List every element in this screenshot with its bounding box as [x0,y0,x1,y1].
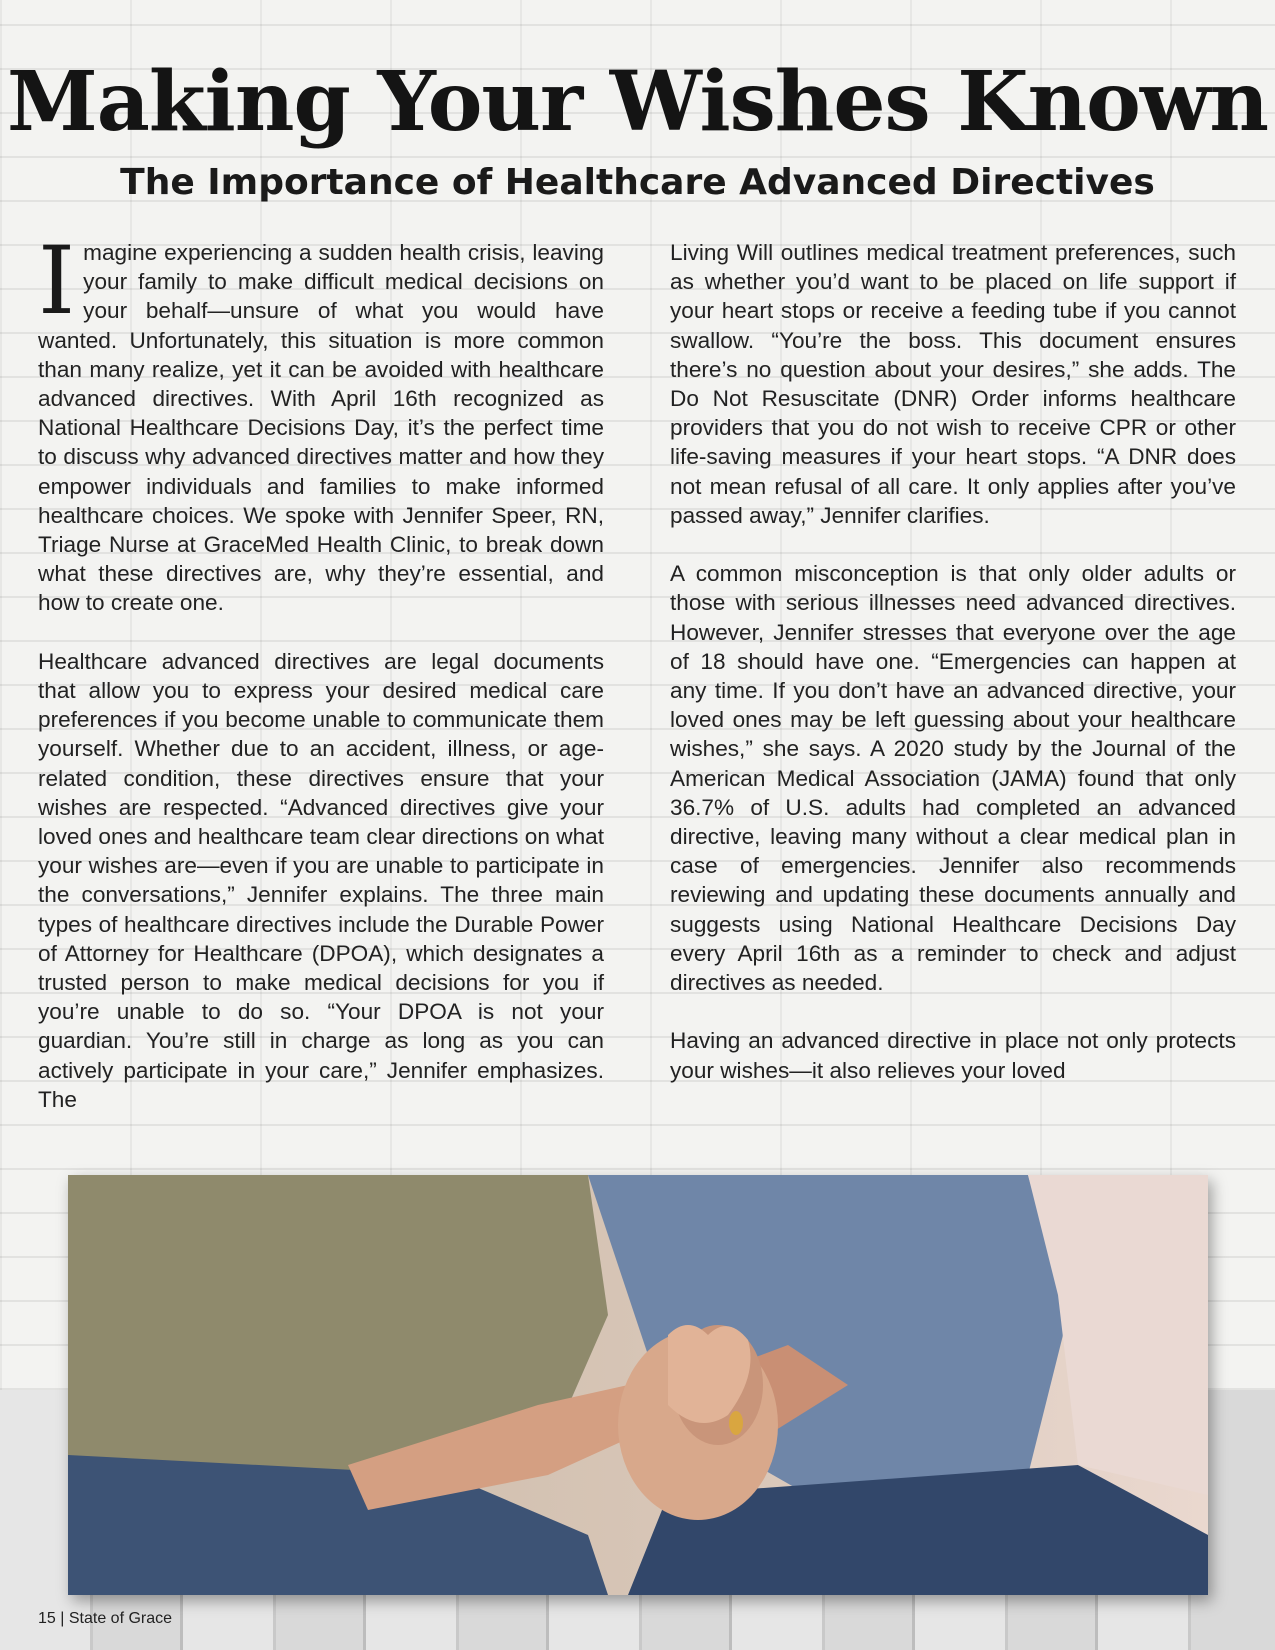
left-column [38,227,604,1143]
photo-illustration [68,1175,1208,1595]
right-column [670,238,1236,1114]
footer-separator: | [60,1610,65,1627]
paragraph: Living Will outlines medical treatment preferences, such as whether you’d want to be placed on life support if your heart stops or receive a feeding tube if you cannot swallow. “You’re the boss. This document ensures there’s no question about your desires,” she adds. The Do Not Resuscitate (DNR) Order informs healthcare providers that you do not wish to receive CPR or other life-saving measures if your heart stops. “A DNR does not mean refusal of all care. It only applies after you’ve passed away,” Jennifer clarifies. [670,240,1236,528]
paragraph [38,227,604,618]
article-subtitle: The Importance of Healthcare Advanced Directives [120,162,1155,203]
paragraph-text: magine experiencing a sudden health crisis, leaving your family to make difficult medical decisions on your behalf—unsure of what you would have wanted. Unfortunately, this situation is more common than many realize, yet it can be avoided with healthcare advanced directives. With April 16th recognized as National Healthcare Decisions Day, it’s the perfect time to discuss why advanced directives matter and how they empower individuals and families to make informed healthcare choices. We spoke with Jennifer Speer, RN, Triage Nurse at GraceMed Health Clinic, to break down what these directives are, why they’re essential, and how to create one. [38,240,604,616]
ring [729,1411,743,1435]
paragraph: Healthcare advanced directives are legal documents that allow you to express your desired medical care preferences if you become unable to communicate them yourself. Whether due to an accident, illness, or age-related condition, these directives ensure that your wishes are respected. “Advanced directives give your loved ones and healthcare team clear directions on what your wishes are—even if you are unable to participate in the conversations,” Jennifer explains. The three main types of healthcare directives include the Durable Power of Attorney for Healthcare (DPOA), which designates a trusted person to make medical decisions for you if you’re unable to do so. “Your DPOA is not your guardian. You’re still in charge as long as you can actively participate in your care,” Jennifer emphasizes. The [38,648,604,1112]
page-footer [38,1610,172,1628]
page-number: 15 [38,1610,56,1627]
article-title: Making Your Wishes Known [6,54,1269,150]
drop-cap: I [38,227,76,336]
clasped-hands-photo [68,1175,1208,1595]
paragraph: A common misconception is that only older adults or those with serious illnesses need advanced directives. However, Jennifer stresses that everyone over the age of 18 should have one. “Emergencies can happen at any time. If you don’t have an advanced directive, your loved ones may be left guessing about your healthcare wishes,” she says. A 2020 study by the Journal of the American Medical Association (JAMA) found that only 36.7% of U.S. adults had completed an advanced directive, leaving many without a clear medical plan in case of emergencies. Jennifer also recommends reviewing and updating these documents annually and suggests using National Healthcare Decisions Day every April 16th as a reminder to check and adjust directives as needed. [670,561,1236,996]
paragraph: Having an advanced directive in place not only protects your wishes—it also relieves your loved [670,1028,1236,1083]
publication-name: State of Grace [68,1610,173,1627]
